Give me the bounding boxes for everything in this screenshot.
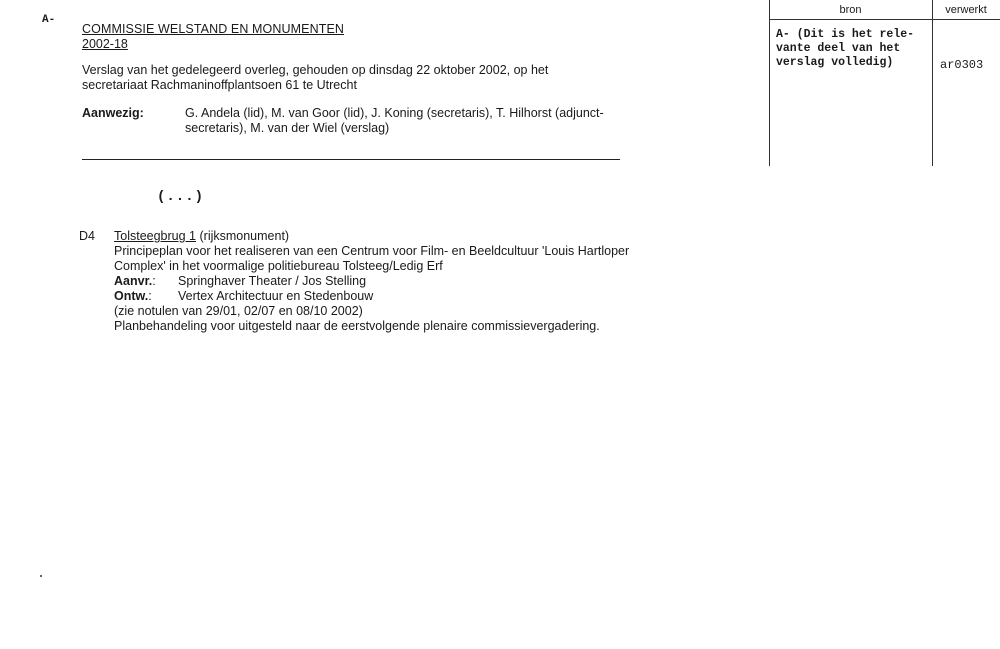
item-heading bbox=[114, 229, 634, 244]
item-code: D4 bbox=[79, 229, 95, 243]
item-decision: Planbehandeling voor uitgesteld naar de eerstvolgende plenaire commissievergadering. bbox=[114, 319, 600, 333]
item-address: Tolsteegbrug 1 bbox=[114, 229, 197, 243]
omission-marker: (...) bbox=[157, 189, 205, 205]
source-note: A- (Dit is het rele-vante deel van het verslag volledig) bbox=[776, 28, 915, 69]
scan-speck bbox=[40, 575, 42, 577]
applicant-value: Springhaver Theater / Jos Stelling bbox=[178, 274, 367, 288]
item-description: Principeplan voor het realiseren van een Centrum voor Film- en Beeldcultuur 'Louis Hartloper Complex' in het voormalige politiebureau Tolsteeg/Ledig Erf bbox=[114, 244, 630, 273]
table-left-border bbox=[769, 0, 770, 166]
intro-text: Verslag van het gedelegeerd overleg, gehouden op dinsdag 22 oktober 2002, op het secretariaat Rachmaninoffplantsoen 61 te Utrecht bbox=[82, 63, 549, 92]
designer-row bbox=[114, 289, 634, 304]
column-header-verwerkt: verwerkt bbox=[945, 4, 987, 16]
applicant-label: Aanvr.: bbox=[114, 274, 156, 288]
designer-label: Ontw.: bbox=[114, 289, 152, 303]
attendance-text: G. Andela (lid), M. van Goor (lid), J. Koning (secretaris), T. Hilhorst (adjunct-secretaris), M. van der Wiel (verslag) bbox=[185, 106, 604, 135]
designer-value: Vertex Architectuur en Stedenbouw bbox=[178, 289, 374, 303]
item-reference: (zie notulen van 29/01, 02/07 en 08/10 2002) bbox=[114, 304, 363, 318]
item-address-suffix: (rijksmonument) bbox=[196, 229, 290, 243]
column-header-bron: bron bbox=[839, 4, 862, 16]
table-header-line bbox=[769, 19, 1000, 20]
processed-code: ar0303 bbox=[940, 58, 984, 72]
document-title: COMMISSIE WELSTAND EN MONUMENTEN bbox=[82, 22, 345, 36]
applicant-row bbox=[114, 274, 634, 289]
table-column-divider bbox=[932, 0, 933, 166]
corner-mark: A- bbox=[42, 14, 56, 26]
document-year: 2002-18 bbox=[82, 37, 128, 51]
attendance-label: Aanwezig: bbox=[82, 106, 144, 120]
separator-line bbox=[82, 159, 620, 160]
source-table bbox=[769, 0, 1000, 166]
agenda-item bbox=[114, 229, 634, 334]
